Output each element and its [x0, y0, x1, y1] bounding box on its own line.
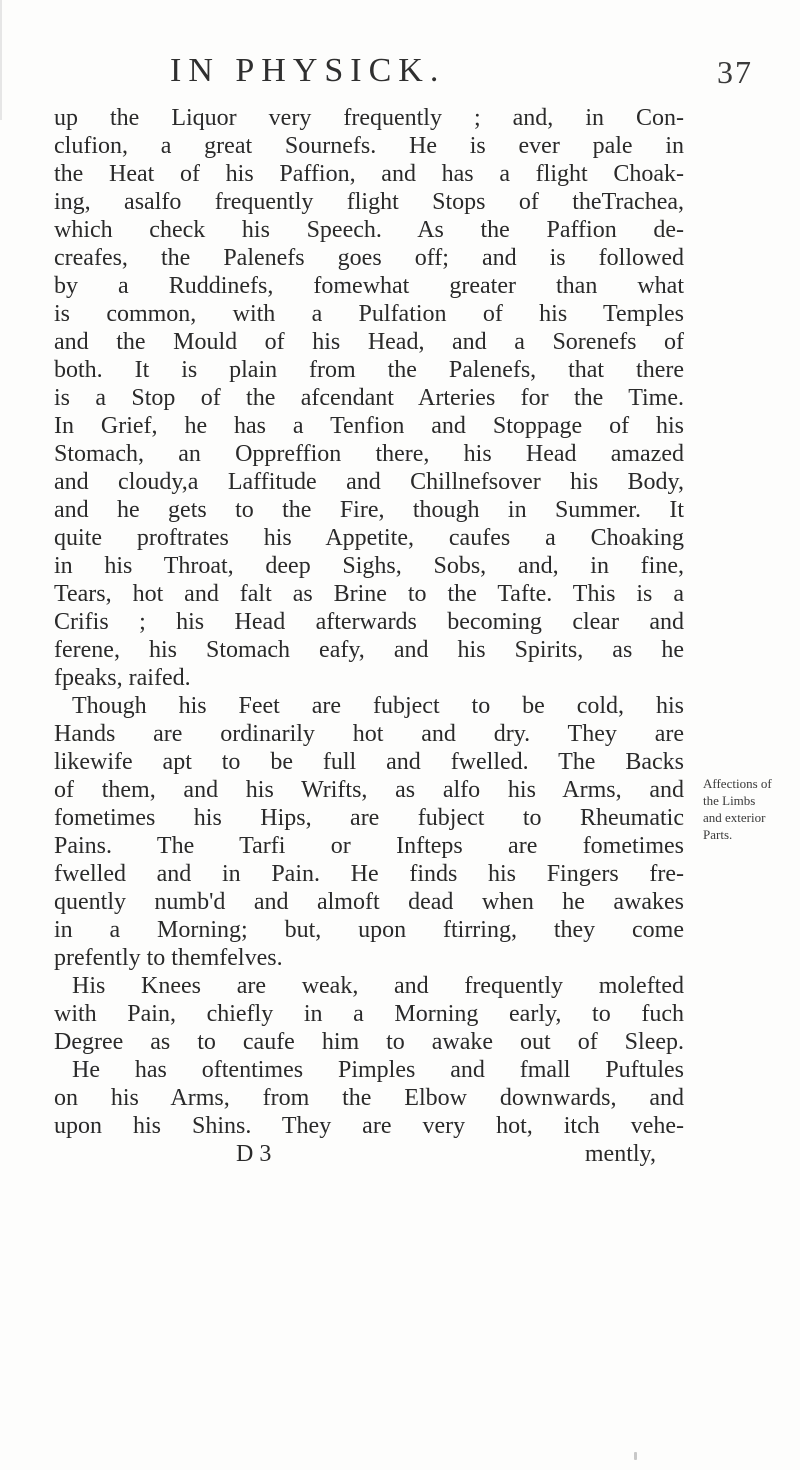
text-line: quite proftrates his Appetite, caufes a Choaking	[54, 525, 684, 551]
text-line: which check his Speech. As the Paffion de-	[54, 217, 684, 243]
text-line: He has oftentimes Pimples and fmall Puftules	[72, 1057, 684, 1083]
text-line: and the Mould of his Head, and a Sorenefs of	[54, 329, 684, 355]
text-line: Tears, hot and falt as Brine to the Tafte. This is a	[54, 581, 684, 607]
text-line: Crifis ; his Head afterwards becoming clear and	[54, 609, 684, 635]
text-line: In Grief, he has a Tenfion and Stoppage of his	[54, 413, 684, 439]
text-line: in a Morning; but, upon ftirring, they come	[54, 917, 684, 943]
page-edge-shadow	[0, 0, 2, 120]
text-line: His Knees are weak, and frequently molefted	[72, 973, 684, 999]
text-line: Stomach, an Oppreffion there, his Head amazed	[54, 441, 684, 467]
page-number: 37	[717, 54, 753, 90]
text-line: Pains. The Tarfi or Infteps are fometimes	[54, 833, 684, 859]
text-line: prefently to themfelves.	[54, 945, 283, 971]
text-line: fwelled and in Pain. He finds his Fingers fre-	[54, 861, 684, 887]
marginal-note-line: the Limbs	[703, 793, 756, 808]
footer-line	[54, 1140, 684, 1168]
text-line: clufion, a great Sournefs. He is ever pale in	[54, 133, 684, 159]
text-line: and he gets to the Fire, though in Summer. It	[54, 497, 684, 523]
text-line: likewife apt to be full and fwelled. The Backs	[54, 749, 684, 775]
catchword: mently,	[584, 1141, 656, 1167]
text-line: creafes, the Palenefs goes off; and is followed	[54, 245, 684, 271]
signature-mark: D 3	[236, 1141, 272, 1167]
text-line: Degree as to caufe him to awake out of Sleep.	[54, 1029, 684, 1055]
marginal-note-line: Parts.	[703, 827, 733, 842]
text-line: Hands are ordinarily hot and dry. They are	[54, 721, 684, 747]
text-line: ing, asalfo frequently flight Stops of theTrachea,	[54, 189, 684, 215]
text-line: Though his Feet are fubject to be cold, his	[72, 693, 684, 719]
text-line: by a Ruddinefs, fomewhat greater than what	[54, 273, 684, 299]
text-line: on his Arms, from the Elbow downwards, and	[54, 1085, 684, 1111]
text-line: is common, with a Pulfation of his Temples	[54, 301, 684, 327]
text-line: and cloudy,a Laffitude and Chillnefsover his Body,	[54, 469, 684, 495]
marginal-note-line: Affections of	[703, 776, 772, 791]
text-line: upon his Shins. They are very hot, itch vehe-	[54, 1113, 684, 1139]
text-line: quently numb'd and almoft dead when he awakes	[54, 889, 684, 915]
text-line: in his Throat, deep Sighs, Sobs, and, in fine,	[54, 553, 684, 579]
text-line: is a Stop of the afcendant Arteries for the Time.	[54, 385, 684, 411]
text-line: with Pain, chiefly in a Morning early, to fuch	[54, 1001, 684, 1027]
running-head: IN PHYSICK.	[170, 52, 446, 89]
text-line: the Heat of his Paffion, and has a flight Choak-	[54, 161, 684, 187]
marginal-note-line: and exterior	[703, 810, 766, 825]
marginal-note	[703, 775, 799, 843]
body-text	[54, 104, 684, 1168]
text-line: fometimes his Hips, are fubject to Rheumatic	[54, 805, 684, 831]
ink-speck	[634, 1452, 637, 1460]
text-line: both. It is plain from the Palenefs, that there	[54, 357, 684, 383]
text-line: of them, and his Wrifts, as alfo his Arms, and	[54, 777, 684, 803]
text-line: ferene, his Stomach eafy, and his Spirits, as he	[54, 637, 684, 663]
text-line: fpeaks, raifed.	[54, 665, 191, 691]
text-line: up the Liquor very frequently ; and, in Con-	[54, 105, 684, 131]
